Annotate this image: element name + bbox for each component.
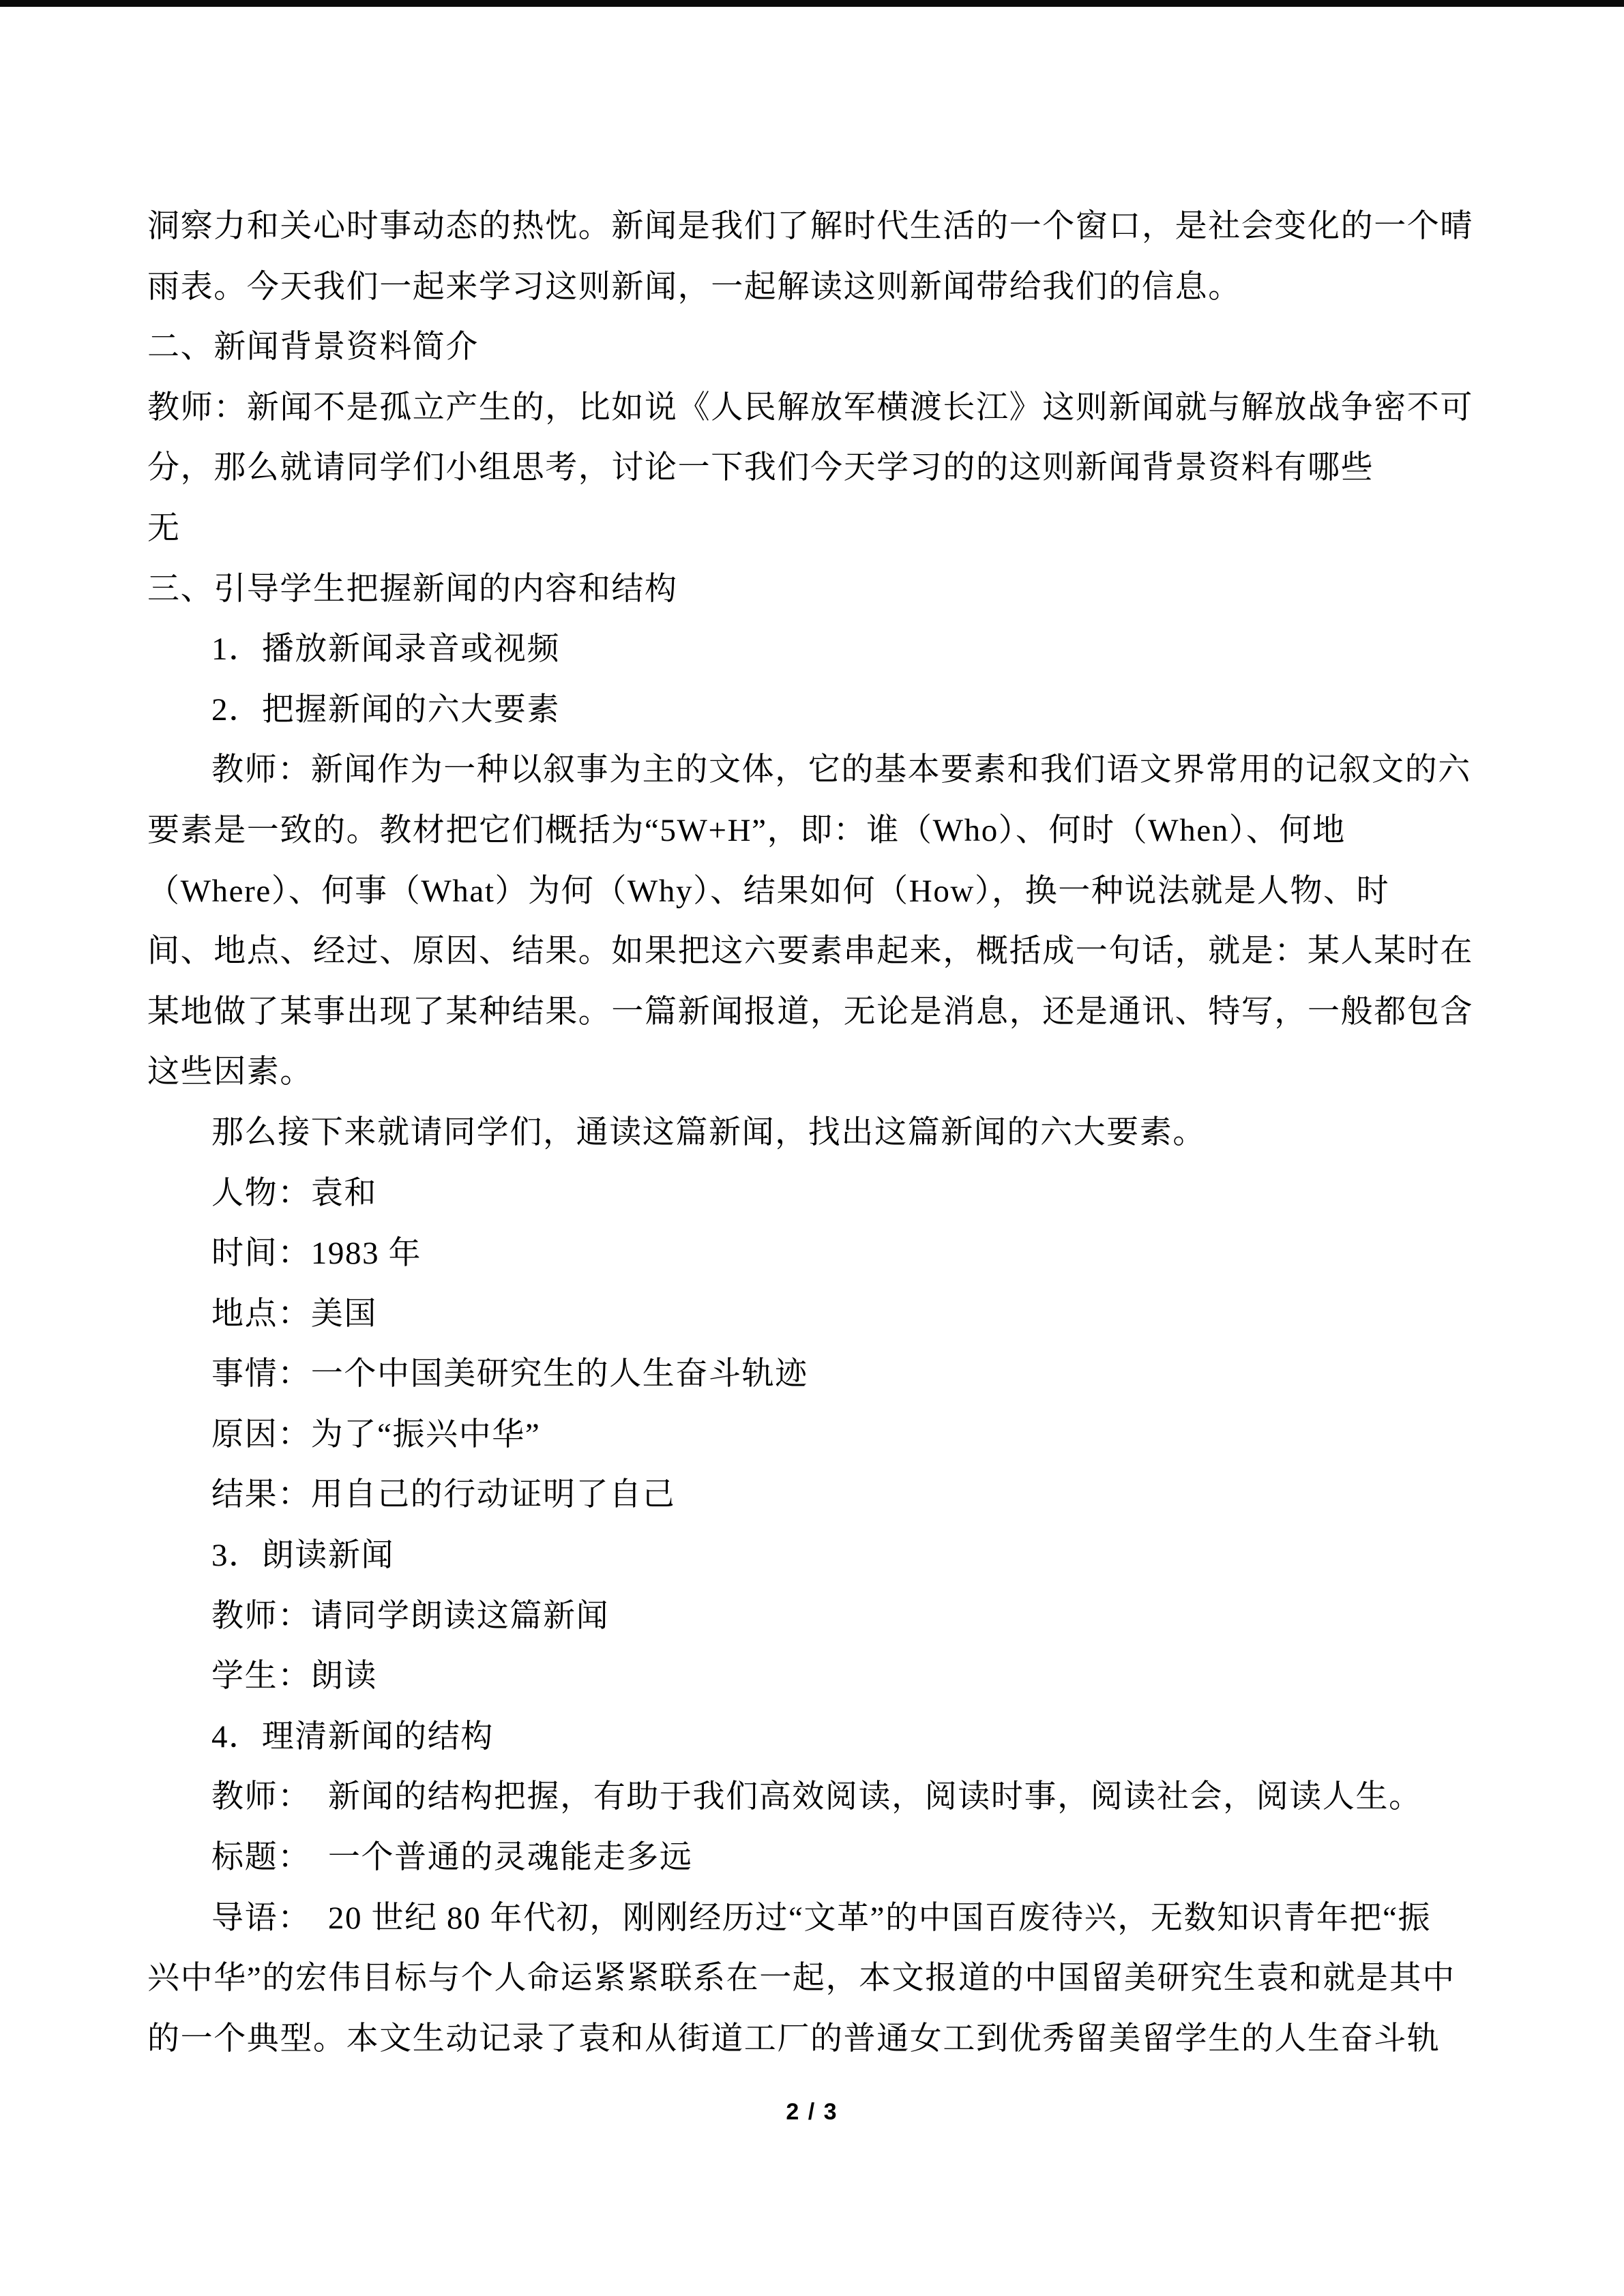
numbered-item: 3．朗读新闻 [211, 1538, 395, 1574]
text-line: 这些因素。 [147, 1054, 313, 1090]
section-heading: 三、引导学生把握新闻的内容和结构 [147, 571, 678, 607]
numbered-item: 2．把握新闻的六大要素 [211, 691, 561, 728]
text-line: 教师： 新闻的结构把握，有助于我们高效阅读，阅读时事，阅读社会，阅读人生。 [211, 1779, 1422, 1815]
text-line: 教师：新闻作为一种以叙事为主的文体，它的基本要素和我们语文界常用的记叙文的六 [211, 752, 1471, 788]
text-line: 分，那么就请同学们小组思考，讨论一下我们今天学习的的这则新闻背景资料有哪些 [147, 450, 1374, 486]
text-line: 的一个典型。本文生动记录了袁和从街道工厂的普通女工到优秀留美留学生的人生奋斗轨 [147, 2021, 1441, 2057]
text-line: 教师：新闻不是孤立产生的，比如说《人民解放军横渡长江》这则新闻就与解放战争密不可 [147, 389, 1473, 426]
text-line: 洞察力和关心时事动态的热忱。新闻是我们了解时代生活的一个窗口，是社会变化的一个晴 [147, 209, 1473, 244]
text-line: （Where）、何事（What）为何（Why）、结果如何（How），换一种说法就是人物、时 [147, 873, 1390, 909]
text-line: 时间：1983 年 [211, 1236, 422, 1272]
text-line: 学生：朗读 [211, 1658, 377, 1695]
text-line: 结果：用自己的行动证明了自己 [211, 1477, 676, 1513]
numbered-item: 4．理清新闻的结构 [211, 1718, 494, 1755]
text-line: 兴中华”的宏伟目标与个人命运紧紧联系在一起，本文报道的中国留美研究生袁和就是其中 [147, 1960, 1456, 1997]
text-line: 间、地点、经过、原因、结果。如果把这六要素串起来，概括成一句话，就是：某人某时在 [147, 934, 1473, 970]
page-number: 2 / 3 [786, 2099, 838, 2125]
top-border-bar [0, 0, 1624, 7]
text-line: 人物：袁和 [211, 1175, 377, 1211]
text-line: 教师：请同学朗读这篇新闻 [211, 1598, 610, 1634]
page-footer [0, 2099, 1624, 2126]
text-line: 某地做了某事出现了某种结果。一篇新闻报道，无论是消息，还是通讯、特写，一般都包含 [147, 994, 1473, 1030]
text-line: 导语： 20 世纪 80 年代初，刚刚经历过“文革”的中国百废待兴，无数知识青年把“振 [211, 1900, 1432, 1936]
document-body [147, 196, 1477, 2069]
text-line: 地点：美国 [211, 1296, 377, 1332]
text-line: 雨表。今天我们一起来学习这则新闻，一起解读这则新闻带给我们的信息。 [147, 269, 1241, 305]
text-line: 要素是一致的。教材把它们概括为“5W+H”，即：谁（Who）、何时（When）、何地 [147, 812, 1346, 848]
text-line: 事情：一个中国美研究生的人生奋斗轨迹 [211, 1356, 808, 1392]
text-line: 无 [147, 510, 181, 546]
text-line: 原因：为了“振兴中华” [211, 1416, 541, 1452]
section-heading: 二、新闻背景资料简介 [147, 329, 479, 366]
numbered-item: 1．播放新闻录音或视频 [211, 631, 561, 668]
text-line: 标题： 一个普通的灵魂能走多远 [211, 1840, 693, 1876]
text-line: 那么接下来就请同学们，通读这篇新闻，找出这篇新闻的六大要素。 [211, 1114, 1206, 1150]
